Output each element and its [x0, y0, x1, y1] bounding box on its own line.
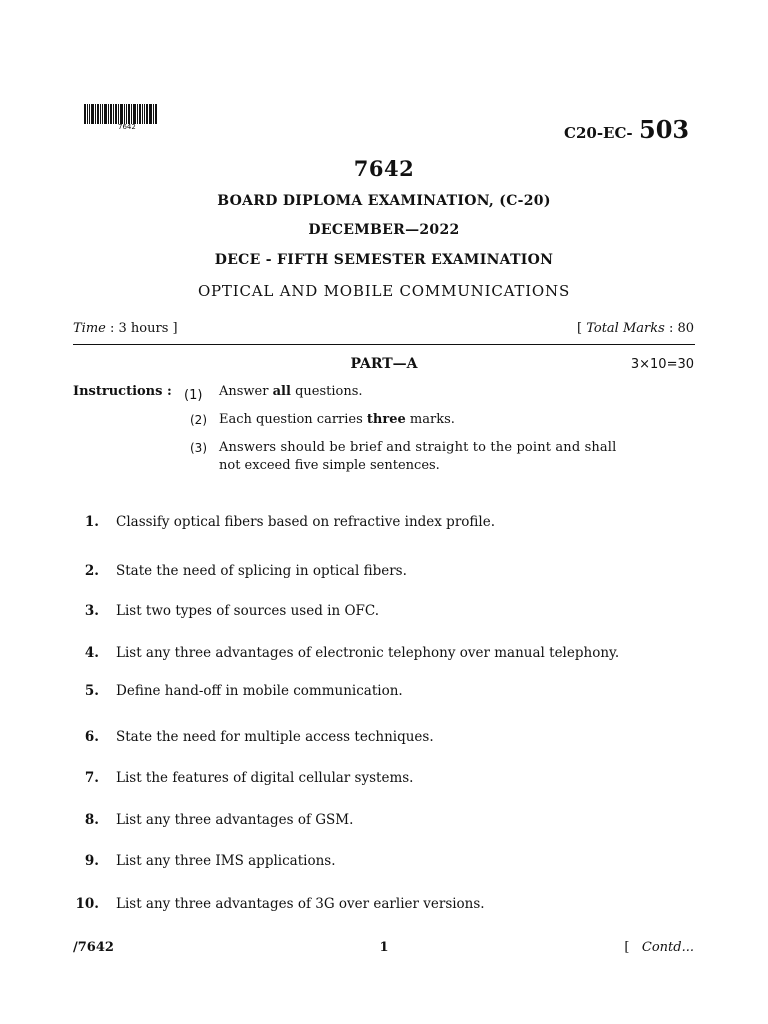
instructions-label: Instructions :	[73, 384, 172, 399]
time-info	[73, 321, 178, 336]
question-number: 9.	[84, 853, 99, 869]
instruction-1	[184, 384, 202, 403]
header-divider	[73, 344, 695, 345]
question-number: 8.	[84, 812, 99, 828]
question-number: 6.	[84, 729, 99, 745]
question-text: Classify optical fibers based on refractive index profile.	[116, 514, 496, 530]
subject-title: OPTICAL AND MOBILE COMMUNICATIONS	[197, 282, 571, 300]
part-title: PART—A	[350, 356, 418, 372]
instruction-1-text	[219, 384, 363, 399]
question-number: 1.	[84, 514, 99, 530]
instruction-3-line-1: Answers should be brief and straight to the point and shall	[219, 440, 617, 455]
question-number: 10.	[75, 896, 99, 912]
question-number: 7.	[84, 770, 99, 786]
instruction-number: (3)	[190, 441, 207, 455]
question-text: List the features of digital cellular systems.	[116, 770, 414, 786]
instruction-text: Answer	[219, 384, 269, 399]
question-text: List any three advantages of GSM.	[116, 812, 354, 828]
semester-title: DECE - FIFTH SEMESTER EXAMINATION	[214, 252, 554, 268]
marks-open-bracket: [	[577, 321, 583, 336]
question-text: List any three advantages of electronic telephony over manual telephony.	[116, 645, 620, 661]
question-text: State the need of splicing in optical fibers.	[116, 563, 407, 579]
paper-number: 7642	[353, 156, 415, 181]
question-number: 2.	[84, 563, 99, 579]
part-marks: 3×10=30	[630, 357, 694, 372]
barcode	[84, 104, 168, 124]
time-label: Time	[73, 321, 106, 336]
question-text: State the need for multiple access techniques.	[116, 729, 434, 745]
question-text: Define hand-off in mobile communication.	[116, 683, 403, 699]
time-value: : 3 hours ]	[110, 321, 178, 336]
marks-value: : 80	[668, 321, 694, 336]
instruction-emphasis: all	[272, 384, 291, 399]
subject-code-number: 503	[639, 115, 690, 144]
continued-note	[624, 940, 694, 955]
marks-label: Total Marks	[586, 321, 665, 336]
instruction-emphasis: three	[366, 412, 406, 427]
page-number: 1	[379, 940, 389, 955]
instruction-3-line-2: not exceed five simple sentences.	[219, 458, 440, 473]
question-number: 4.	[84, 645, 99, 661]
question-text: List any three IMS applications.	[116, 853, 336, 869]
question-text: List two types of sources used in OFC.	[116, 603, 380, 619]
instruction-text: questions.	[295, 384, 363, 399]
continued-bracket: [	[624, 940, 630, 955]
footer-paper-code: /7642	[73, 940, 114, 955]
exam-month: DECEMBER—2022	[308, 222, 460, 238]
subject-code-prefix: C20-EC-	[564, 124, 633, 142]
instruction-number: (2)	[190, 413, 207, 427]
question-text: List any three advantages of 3G over earlier versions.	[116, 896, 485, 912]
exam-board-title: BOARD DIPLOMA EXAMINATION, (C-20)	[217, 193, 551, 209]
instruction-2-text	[219, 412, 455, 427]
total-marks-info	[577, 321, 694, 336]
barcode-number: 7642	[118, 123, 136, 131]
continued-text: Contd...	[641, 940, 694, 955]
question-number: 5.	[84, 683, 99, 699]
question-number: 3.	[84, 603, 99, 619]
instruction-text: Each question carries	[219, 412, 363, 427]
instruction-text: marks.	[409, 412, 455, 427]
instruction-number: (1)	[184, 388, 203, 403]
